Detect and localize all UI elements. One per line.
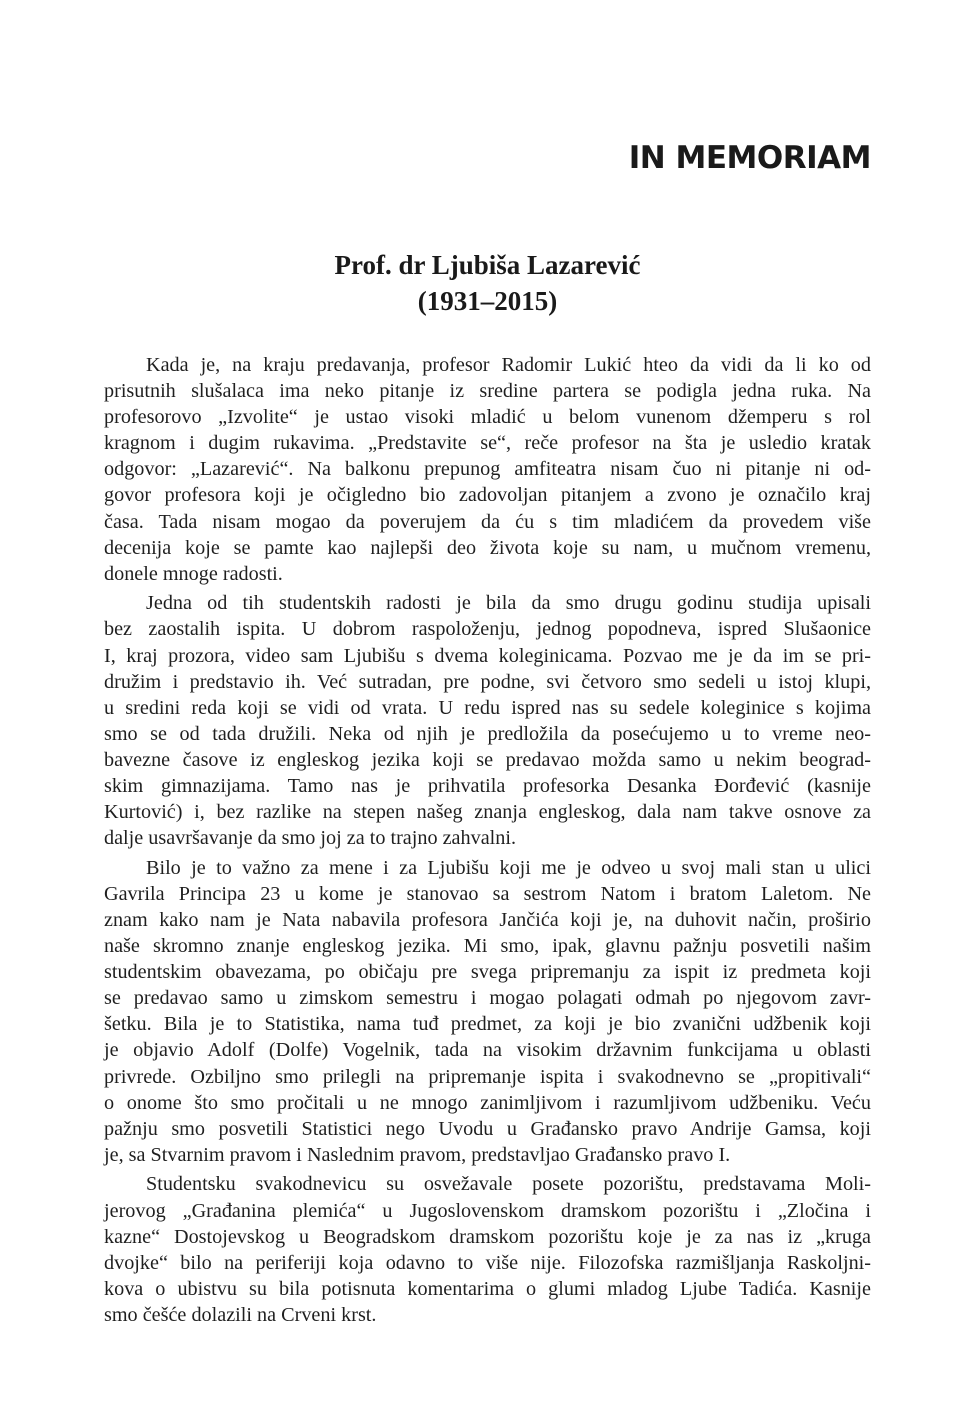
text-line: naše skromno znanje engleskog jezika. Mi smo, ipak, glavnu pažnju posvetili našim <box>104 935 871 958</box>
text-line: Jedna od tih studentskih radosti je bila da smo drugu godinu studija upisali <box>146 592 871 615</box>
text-line: skim gimnazijama. Tamo nas je prihvatila profesorka Desanka Đorđević (kasnije <box>104 775 871 797</box>
text-line: smo češće dolazili na Crveni krst. <box>104 1303 377 1326</box>
text-line: dvojke“ bilo na periferiji koja odavno to više nije. Filozofska razmišljanja Raskoljni- <box>104 1251 871 1274</box>
text-line: kova o ubistvu su bila potisnuta komentarima o glumi mladog Ljube Tadića. Kasnije <box>104 1277 871 1300</box>
text-line: je, sa Stvarnim pravom i Naslednim pravom, predstavljao Građansko pravo I. <box>104 1143 731 1166</box>
text-line: donele mnoge radosti. <box>104 562 283 585</box>
text-line: bavezne časove iz engleskog jezika koji se predavao možda samo u nekim beograd- <box>104 748 871 771</box>
text-line: govor profesora koji je očigledno bio zadovoljan pitanjem a zvono je označilo kraj <box>104 484 871 507</box>
article-title-name: Prof. dr Ljubiša Lazarević <box>334 250 641 280</box>
text-line: kazne“ Dostojevskog u Beogradskom dramskom pozorištu koje je za nas iz „kruga <box>104 1225 871 1248</box>
text-line: časa. Tada nisam mogao da poverujem da ću s tim mladićem da provedem više <box>104 510 871 533</box>
paragraph <box>104 855 871 1168</box>
text-line: smo se od tada družili. Neka od njih je predložila da posećujemo u to vreme neo- <box>104 722 871 745</box>
text-line: odgovor: „Lazarević“. Na balkonu prepunog amfiteatra nisam čuo ni pitanje ni od- <box>104 458 871 481</box>
text-line: dalje usavršavanje da smo joj za to trajno zahvalni. <box>104 827 517 850</box>
text-line: Kurtović) i, bez razlike na stepen našeg znanja engleskog, dala nam takve osnove za <box>104 801 871 824</box>
text-line: privrede. Ozbiljno smo prilegli na pripremanje ispita i svakodnevno se „propitivali“ <box>104 1065 871 1088</box>
paragraph <box>104 352 871 587</box>
text-line: je objavio Adolf (Dolfe) Vogelnik, tada na visokim državnim funkcijama u oblasti <box>104 1039 871 1062</box>
text-line: Bilo je to važno za mene i za Ljubišu koji me je odveo u svoj mali stan u ulici <box>146 856 871 879</box>
text-line: Gavrila Principa 23 u kome je stanovao sa sestrom Natom i bratom Laletom. Ne <box>104 882 871 905</box>
text-line: jerovog „Građanina plemića“ u Jugoslovenskom dramskom pozorištu i „Zločina i <box>104 1199 871 1222</box>
article-title <box>0 247 975 319</box>
paragraph <box>104 1171 871 1328</box>
paragraph <box>104 590 871 851</box>
text-line: decenija koje se pamte kao najlepši deo života koje su nam, u mučnom vremenu, <box>104 536 871 559</box>
text-line: u sredini reda koji se vidi od vrata. U redu ispred nas su sedele koleginice s kojima <box>104 696 871 719</box>
text-line: kragnom i dugim rukavima. „Predstavite se“, reče profesor na šta je usledio kratak <box>104 432 871 455</box>
text-line: Kada je, na kraju predavanja, profesor Radomir Lukić hteo da vidi da li ko od <box>146 354 871 376</box>
article-title-years: (1931–2015) <box>417 286 558 316</box>
text-line: Studentsku svakodnevicu su osvežavale posete pozorištu, predstavama Moli- <box>146 1173 871 1196</box>
text-line: o onome što smo pročitali u ne mnogo zanimljivom i razumljivom udžbeniku. Veću <box>104 1091 871 1114</box>
text-line: prisutnih slušalaca ima neko pitanje iz sredine partera se podigla jedna ruka. Na <box>104 380 871 403</box>
text-line: profesorovo „Izvolite“ je ustao visoki mladić u belom vunenom džemperu s rol <box>104 406 871 429</box>
text-line: šetku. Bila je to Statistika, nama tuđ predmet, za koji je bio zvanični udžbenik koji <box>104 1013 871 1036</box>
section-title: IN MEMORIAM <box>628 140 871 176</box>
text-line: studentskim obavezama, po običaju pre svega pripremanju za ispit iz predmeta koji <box>104 961 871 984</box>
text-line: bez zaostalih ispita. U dobrom raspoloženju, jednog popodneva, ispred Slušaonice <box>104 618 871 641</box>
article-body <box>104 352 871 1331</box>
text-line: I, kraj prozora, video sam Ljubišu s dvema koleginicama. Pozvao me je da im se pri- <box>104 644 871 667</box>
text-line: pažnju smo posvetili Statistici nego Uvodu u Građansko pravo Andrije Gamsa, koji <box>104 1117 871 1140</box>
text-line: znam kako nam je Nata nabavila profesora Jančića koji je, na duhovit način, proširio <box>104 908 871 931</box>
text-line: se predavao samo u zimskom semestru i mogao polagati odmah po njegovom zavr- <box>104 987 871 1010</box>
text-line: družim i predstavio ih. Već sutradan, pre podne, svi četvoro smo sedeli u istoj klupi, <box>104 670 871 693</box>
